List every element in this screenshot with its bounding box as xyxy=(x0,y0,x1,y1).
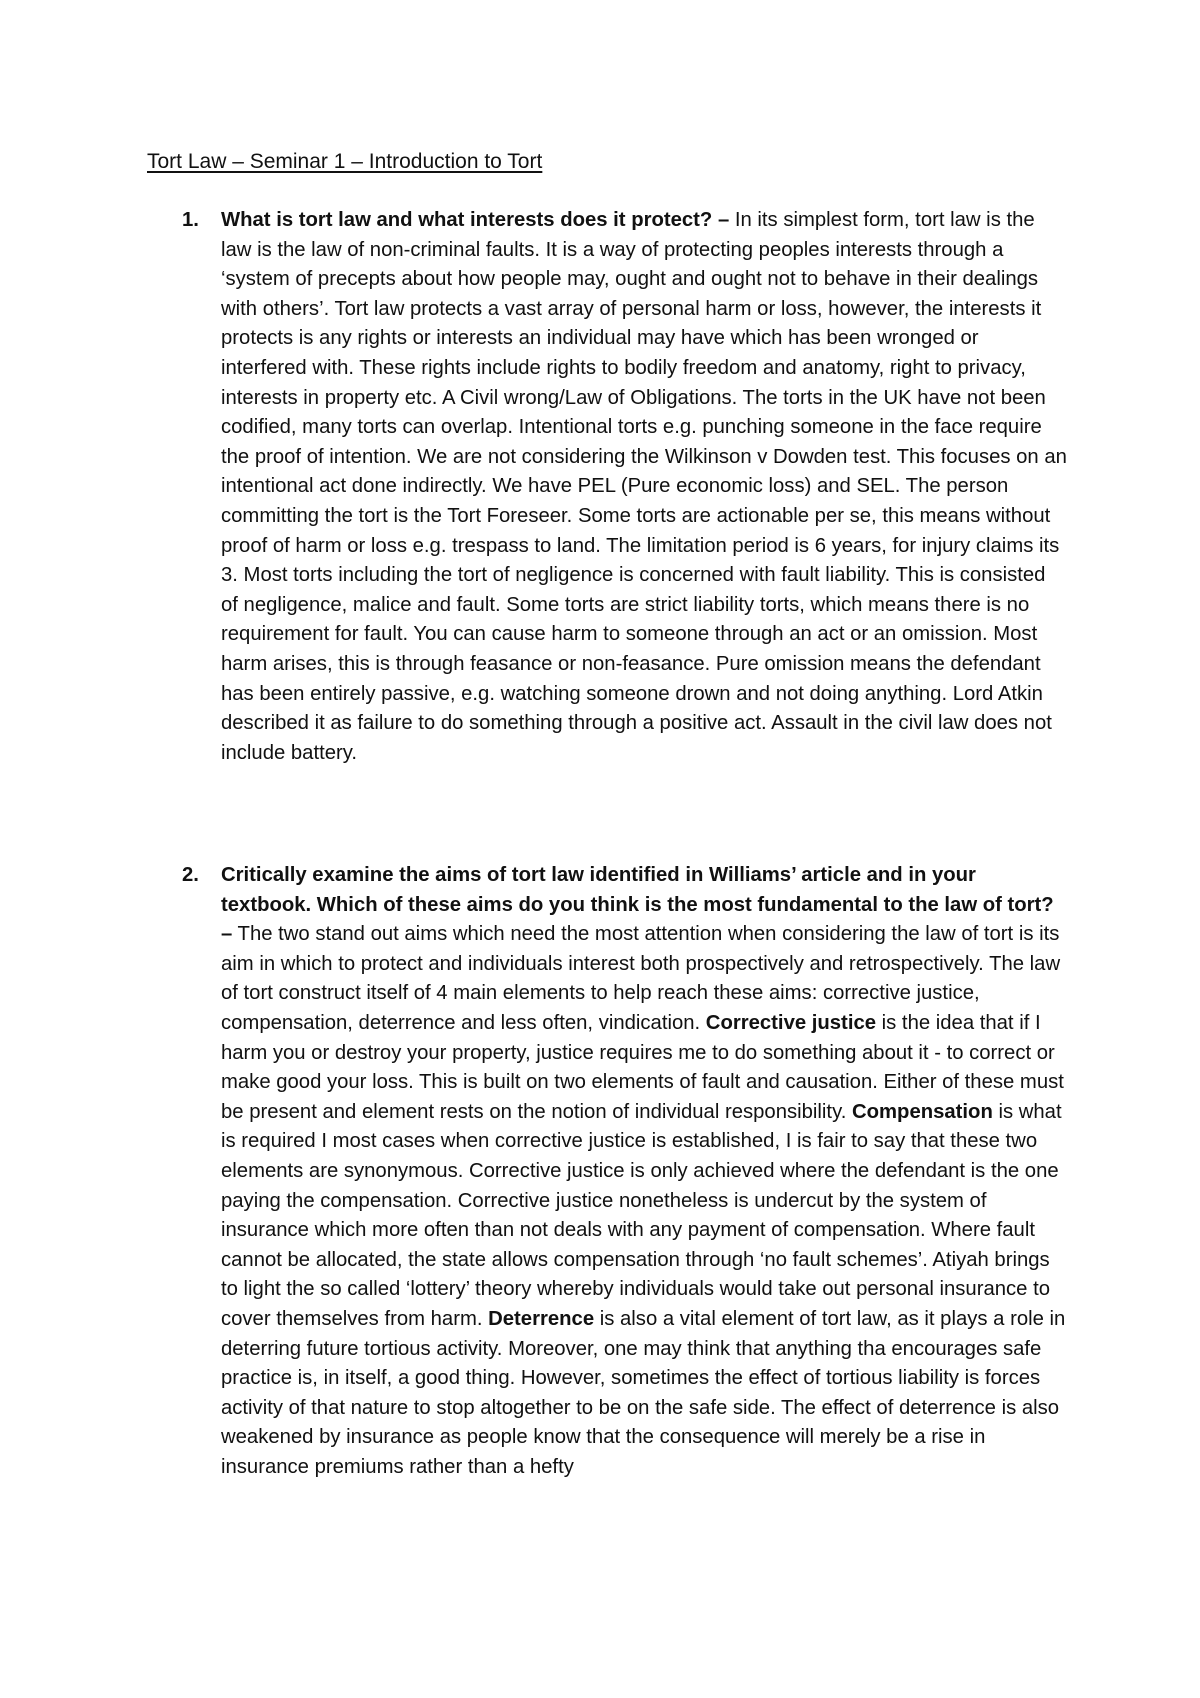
question-1-heading: What is tort law and what interests does it protect? – xyxy=(221,209,730,231)
question-2-answer-intro: The two stand out aims which need the most attention when considering the law of tort is its aim in which to protect and individuals interest both prospectively and retrospectively. The law of tort construct itself of 4 main elements to help reach these aims: corrective justice, compensation, deterrence and less often, vindication. xyxy=(221,923,1061,1034)
compensation-text: is what is required I most cases when corrective justice is established, I is fair to say that these two elements are synonymous. Corrective justice is only achieved where the defendant is the one paying the compensation. Corrective justice nonetheless is undercut by the system of insurance which more often than not deals with any payment of compensation. Where fault cannot be allocated, the state allows compensation through ‘no fault schemes’. Atiyah brings to light the so called ‘lottery’ theory whereby individuals would take out personal insurance to cover themselves from harm. xyxy=(221,1100,1062,1330)
question-2-paragraph xyxy=(221,861,1067,1482)
list-item-question-1 xyxy=(182,206,1067,768)
question-2-heading: Critically examine the aims of tort law identified in Williams’ article and in your textbook. Which of these aims do you think is the most fundamental to the law of tort? – xyxy=(221,864,1054,946)
term-corrective-justice: Corrective justice xyxy=(705,1011,877,1034)
question-1-paragraph xyxy=(221,206,1067,768)
term-deterrence: Deterrence xyxy=(488,1307,595,1330)
document-title: Tort Law – Seminar 1 – Introduction to Tort xyxy=(147,150,543,173)
question-1-answer: In its simplest form, tort law is the law is the law of non-criminal faults. It is a way of protecting peoples interests through a ‘system of precepts about how people may, ought and ought not to behave in their dealings with others’. Tort law protects a vast array of personal harm or loss, however, the interests it protects is any rights or interests an individual may have which has been wronged or interfered with. These rights include rights to bodily freedom and anatomy, right to privacy, interests in property etc. A Civil wrong/Law of Obligations. The torts in the UK have not been codified, many torts can overlap. Intentional torts e.g. punching someone in the face require the proof of intention. We are not considering the Wilkinson v Dowden test. This focuses on an intentional act done indirectly. We have PEL (Pure economic loss) and SEL. The person committing the tort is the Tort Foreseer. Some torts are actionable per se, this means without proof of harm or loss e.g. trespass to land. The limitation period is 6 years, for injury claims its 3. Most torts including the tort of negligence is concerned with fault liability. This is consisted of negligence, malice and fault. Some torts are strict liability torts, which means there is no requirement for fault. You can cause harm to someone through an act or an omission. Most harm arises, this is through feasance or non-feasance. Pure omission means the defendant has been entirely passive, e.g. watching someone drown and not doing anything. Lord Atkin described it as failure to do something through a positive act. Assault in the civil law does not include battery. xyxy=(221,209,1067,764)
corrective-justice-text: is the idea that if I harm you or destroy your property, justice requires me to do something about it - to correct or make good your loss. This is built on two elements of fault and causation. Either of these must be present and element rests on the notion of individual responsibility. xyxy=(221,1011,1064,1123)
list-item-question-2 xyxy=(182,861,1067,1482)
question-number: 1. xyxy=(182,209,199,231)
deterrence-text: is also a vital element of tort law, as it plays a role in deterring future tortious activity. Moreover, one may think that anything tha encourages safe practice is, in itself, a good thing. However, sometimes the effect of tortious liability is forces activity of that nature to stop altogether to be on the safe side. The effect of deterrence is also weakened by insurance as people know that the consequence will merely be a rise in insurance premiums rather than a hefty xyxy=(221,1307,1066,1478)
question-number: 2. xyxy=(182,864,199,886)
term-compensation: Compensation xyxy=(851,1100,993,1123)
